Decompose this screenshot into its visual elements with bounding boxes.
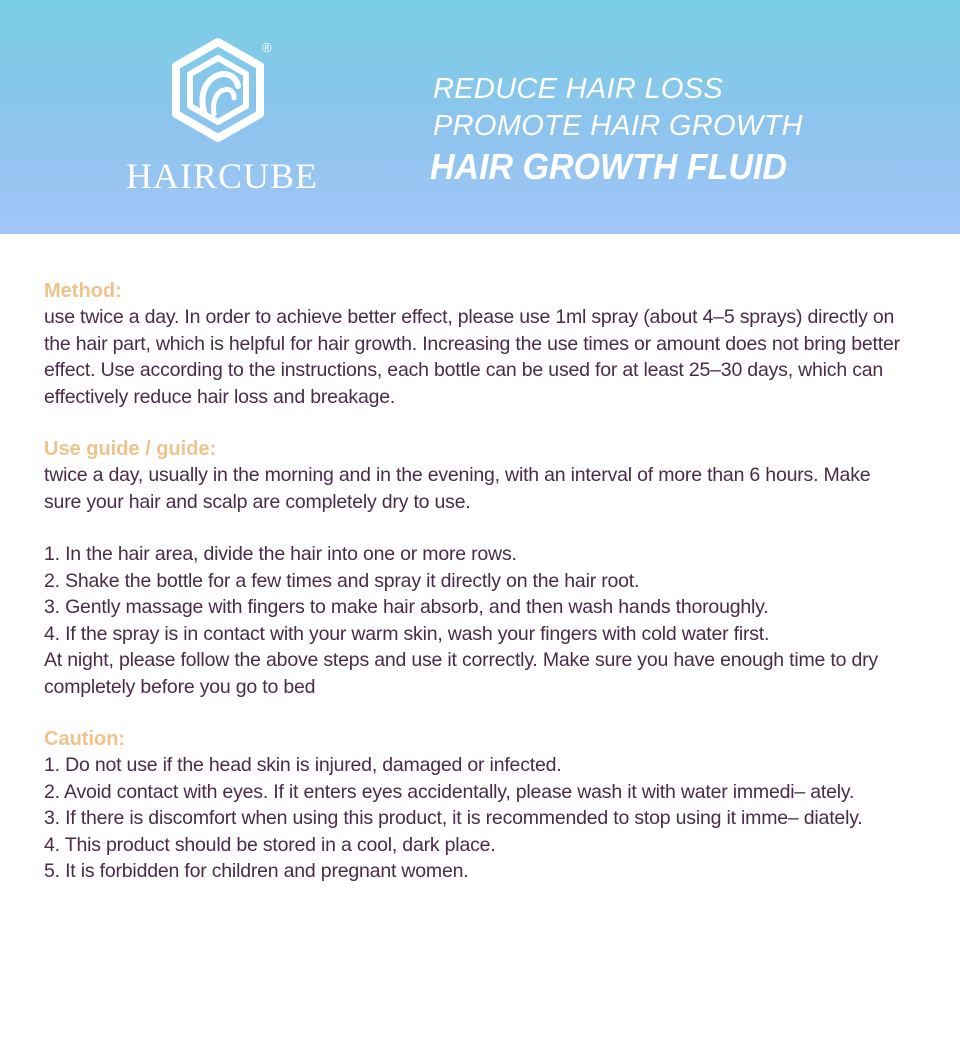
brand-name: HAIRCUBE (125, 156, 318, 196)
header-banner (0, 0, 960, 234)
night-note: At night, please follow the above steps and use it correctly. Make sure you have enough time to dry completely before you go to bed (44, 649, 878, 698)
section-spacer (44, 700, 904, 726)
method-heading: Method: (44, 280, 122, 302)
section-spacer (44, 515, 904, 541)
caution-item-4: 4. This product should be stored in a cool, dark place. (44, 833, 496, 856)
use-step-2: 2. Shake the bottle for a few times and spray it directly on the hair root. (44, 569, 640, 592)
caution-item-5: 5. It is forbidden for children and pregnant women. (44, 860, 469, 882)
caution-heading: Caution: (44, 728, 126, 750)
method-text: use twice a day. In order to achieve better effect, please use 1ml spray (about 4–5 sprays) directly on the hair part, which is helpful for hair growth. Increasing the use times or amount does not bring better effect. Use according to the instructions, each bottle can be used for at least 25–30 days, which can effectively reduce hair loss and breakage. (44, 306, 900, 408)
section-spacer (44, 410, 904, 436)
use-step-4: 4. If the spray is in contact with your warm skin, wash your fingers with cold water first. (44, 622, 770, 645)
caution-item-2: 2. Avoid contact with eyes. If it enters eyes accidentally, please wash it with water immedi– ately. (44, 780, 855, 803)
use-guide-heading: Use guide / guide: (44, 438, 217, 460)
use-guide-intro: twice a day, usually in the morning and in the evening, with an interval of more than 6 hours. Make sure your hair and scalp are completely dry to use. (44, 464, 871, 513)
use-step-3: 3. Gently massage with fingers to make hair absorb, and then wash hands thoroughly. (44, 596, 769, 618)
registered-mark: ® (262, 40, 272, 55)
caution-item-3: 3. If there is discomfort when using this product, it is recommended to stop using it imme– diately. (44, 807, 863, 829)
tagline-reduce-hair-loss: REDUCE HAIR LOSS (433, 73, 724, 105)
use-step-1: 1. In the hair area, divide the hair into one or more rows. (44, 543, 517, 565)
caution-item-1: 1. Do not use if the head skin is injured, damaged or infected. (44, 754, 562, 776)
product-title: HAIR GROWTH FLUID (430, 147, 787, 188)
hexagon-swirl-head-logo-icon (164, 36, 272, 144)
tagline-promote-hair-growth: PROMOTE HAIR GROWTH (433, 110, 803, 142)
instructions-content (44, 278, 904, 885)
